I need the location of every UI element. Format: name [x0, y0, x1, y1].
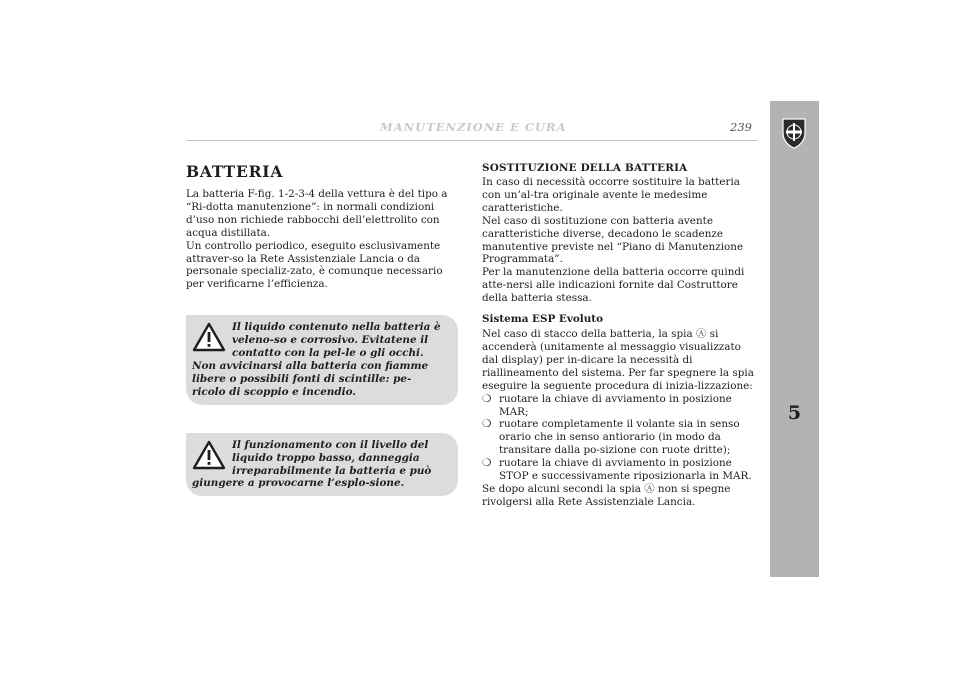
left-column	[186, 162, 458, 496]
header-title: MANUTENZIONE E CURA	[380, 120, 567, 134]
warning-triangle-icon	[192, 321, 226, 353]
list-item	[482, 393, 758, 419]
esp-intro-text-b: si accenderà (unitamente al messaggio visualizzato dal display) per in-dicare la necessità di riallineamento del sistema. Per far spegnere la spia eseguire la seguente procedura di inizia-lizzazione:	[482, 328, 754, 392]
procedure-list	[482, 393, 758, 483]
sostituzione-paragraph-3: Per la manutenzione della batteria occorre quindi atte-nersi alle indicazioni fornite dal Costruttore della batteria stessa.	[482, 266, 745, 305]
list-item-text: ruotare completamente il volante sia in senso orario che in senso antiorario (in modo da transitare dalla po-sizione con ruote dritte);	[499, 418, 740, 457]
chapter-side-tab	[770, 101, 819, 577]
list-item	[482, 418, 758, 457]
section-title-batteria: BATTERIA	[186, 162, 284, 181]
closing-text-a: Se dopo alcuni secondi la spia	[482, 482, 641, 495]
closing-paragraph	[482, 483, 758, 509]
section-title-sostituzione: SOSTITUZIONE DELLA BATTERIA	[482, 162, 688, 174]
sostituzione-paragraph-1: In caso di necessità occorre sostituire la batteria con un’al-tra originale avente le medesime caratteristiche.	[482, 176, 740, 214]
esp-intro-text-a: Nel caso di stacco della batteria, la spia	[482, 328, 693, 341]
warning-text-low-level: Il funzionamento con il livello del liquido troppo basso, danneggia irreparabilmente la batteria e può giungere a provocarne l’esplo-sione.	[192, 438, 432, 490]
bullet-icon: ❍	[482, 392, 492, 405]
page-number: 239	[730, 120, 752, 134]
bullet-icon: ❍	[482, 457, 492, 470]
subhead-esp: Sistema ESP Evoluto	[482, 313, 604, 326]
list-item-text: ruotare la chiave di avviamento in posizione STOP e successivamente riposizionarla in MAR.	[499, 457, 752, 483]
warning-triangle-icon	[192, 439, 226, 471]
bullet-icon: ❍	[482, 418, 492, 431]
right-column	[482, 162, 758, 509]
esp-intro-paragraph	[482, 328, 758, 393]
sostituzione-paragraph-2: Nel caso di sostituzione con batteria avente caratteristiche diverse, decadono le scadenze manutentive previste nel “Piano di Manutenzione Programmata”.	[482, 214, 744, 266]
warning-text-poison: Il liquido contenuto nella batteria è veleno-so e corrosivo. Evitatene il contatto con la pel-le o gli occhi. Non avvicinarsi alla batteria con fiamme libere o possibili fonti di scintille: pe-ricolo di scoppio e incendio.	[192, 321, 441, 398]
esp-warning-light-icon: Ⓐ	[644, 482, 655, 495]
header-rule	[186, 140, 758, 141]
batteria-paragraph-2: Un controllo periodico, eseguito esclusivamente attraver-so la Rete Assistenziale Lancia o da personale specializ-zato, è comunque necessario per verificarne l’efficienza.	[186, 239, 443, 291]
warning-box-low-level	[186, 433, 458, 497]
closing-text-b: non si spegne rivolgersi alla Rete Assistenziale Lancia.	[482, 482, 731, 508]
esp-warning-light-icon: Ⓐ	[695, 328, 707, 341]
list-item-text: ruotare la chiave di avviamento in posizione MAR;	[499, 392, 732, 418]
lancia-logo-icon	[780, 117, 808, 149]
chapter-number: 5	[787, 402, 802, 424]
batteria-paragraph-1: La batteria F-fig. 1-2-3-4 della vettura è del tipo a “Ri-dotta manutenzione”: in normali condizioni d’uso non richiede rabbocchi dell’elettrolito con acqua distillata.	[186, 188, 448, 239]
warning-box-poison	[186, 315, 458, 404]
list-item	[482, 457, 758, 483]
